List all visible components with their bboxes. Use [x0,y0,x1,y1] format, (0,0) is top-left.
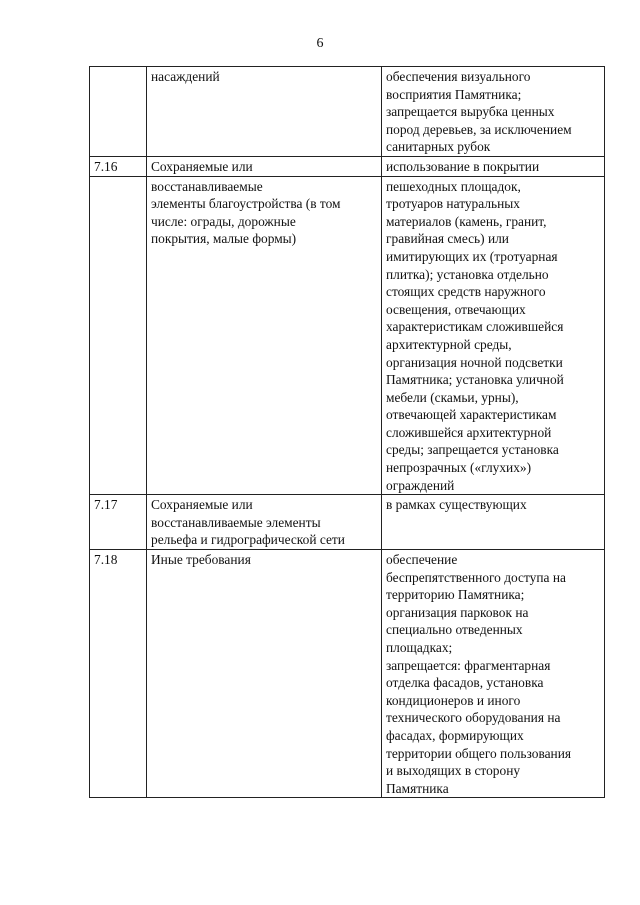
requirement-line: характеристикам сложившейся [386,319,564,335]
element-line: числе: ограды, дорожные [151,213,296,229]
requirement-line: восприятия Памятника; [386,86,522,102]
requirement-line: Памятника; установка уличной [386,372,564,388]
requirement-line: стоящих средств наружного [386,284,546,300]
element-line: Сохраняемые или [151,497,253,513]
requirement-line: территорию Памятника; [386,587,525,603]
requirement-line: организация ночной подсветки [386,354,563,370]
item-number-cell: 7.18 [90,550,147,798]
element-line: Иные требования [151,552,251,568]
element-cell [147,67,382,157]
requirements-cell [382,176,605,495]
requirements-cell [382,156,605,176]
element-cell [147,495,382,550]
requirement-line: сложившейся архитектурной [386,424,552,440]
requirement-line: запрещается вырубка ценных [386,104,555,120]
requirement-line: беспрепятственного доступа на [386,569,566,585]
table-row [90,550,605,798]
table-row [90,156,605,176]
element-line: Сохраняемые или [151,158,253,174]
element-line: элементы благоустройства (в том [151,196,341,212]
requirement-line: запрещается: фрагментарная [386,657,551,673]
element-line: насаждений [151,69,220,84]
element-line: восстанавливаемые [151,178,263,194]
requirement-line: кондиционеров и иного [386,692,521,708]
item-number-cell [90,67,147,157]
requirement-line: обеспечение [386,552,458,568]
table-row [90,67,605,157]
requirement-line: и выходящих в сторону [386,763,521,779]
requirements-cell [382,550,605,798]
requirement-line: непрозрачных («глухих») [386,460,532,476]
requirement-line: тротуаров натуральных [386,196,520,212]
requirement-line: пород деревьев, за исключением [386,121,572,137]
requirement-line: мебели (скамьи, урны), [386,389,519,405]
requirement-line: ограждений [386,477,455,493]
table-row [90,176,605,495]
element-cell [147,550,382,798]
requirement-line: отделка фасадов, установка [386,675,544,691]
requirement-line: архитектурной среды, [386,336,512,352]
item-number-cell [90,176,147,495]
item-number-cell: 7.17 [90,495,147,550]
requirements-cell [382,67,605,157]
requirement-line: пешеходных площадок, [386,178,521,194]
requirement-line: территории общего пользования [386,745,572,761]
table-row [90,495,605,550]
item-number-cell: 7.16 [90,156,147,176]
requirement-line: санитарных рубок [386,139,491,155]
requirements-table [89,66,605,798]
requirement-line: освещения, отвечающих [386,301,526,317]
requirement-line: организация парковок на [386,604,529,620]
requirement-line: Памятника [386,780,449,796]
requirement-line: использование в покрытии [386,158,540,174]
element-cell [147,176,382,495]
requirements-cell [382,495,605,550]
requirement-line: технического оборудования на [386,710,561,726]
page-number: 6 [316,36,324,51]
element-line: рельефа и гидрографической сети [151,532,345,548]
requirement-line: обеспечения визуального [386,69,531,84]
requirement-line: среды; запрещается установка [386,442,559,458]
element-line: покрытия, малые формы) [151,231,297,247]
requirement-line: площадках; [386,640,453,655]
requirement-line: материалов (камень, гранит, [386,213,547,229]
requirement-line: гравийная смесь) или [386,231,509,247]
requirement-line: плитка); установка отдельно [386,266,549,282]
element-cell [147,156,382,176]
table-body [90,67,605,798]
requirement-line: специально отведенных [386,622,523,638]
requirement-line: в рамках существующих [386,497,527,513]
requirement-line: имитирующих их (тротуарная [386,248,558,264]
requirement-line: фасадах, формирующих [386,727,524,743]
requirement-line: отвечающей характеристикам [386,407,557,423]
element-line: восстанавливаемые элементы [151,514,321,530]
